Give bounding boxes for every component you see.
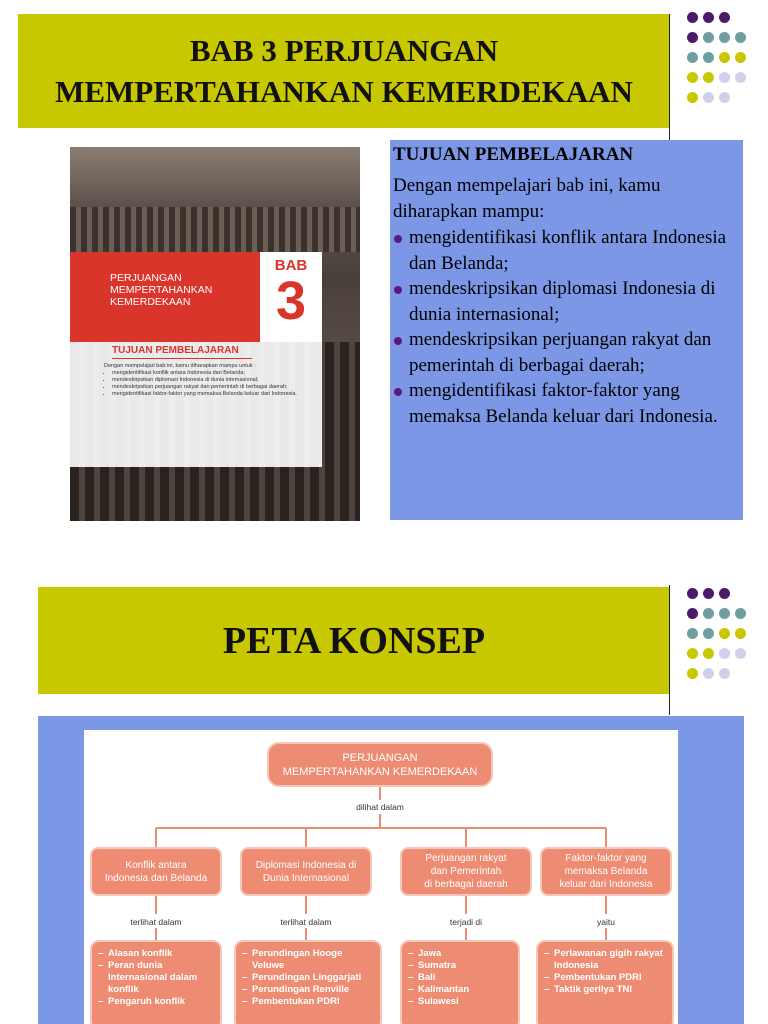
slide1-title-band xyxy=(18,14,670,128)
decorative-dot xyxy=(703,608,714,619)
concept-category-node xyxy=(240,847,372,896)
decorative-dot xyxy=(687,648,698,659)
decorative-dot xyxy=(687,628,698,639)
detail-item: – Perlawanan gigih rakyat Indonesia xyxy=(544,948,668,972)
slide1-title-line2: MEMPERTAHANKAN KEMERDEKAAN xyxy=(55,74,633,109)
detail-item: – Taktik gerilya TNI xyxy=(544,984,668,996)
category-connector-label: yaitu xyxy=(597,917,615,927)
decorative-dot xyxy=(687,608,698,619)
category-line: Indonesia dan Belanda xyxy=(104,872,208,884)
decorative-dot xyxy=(719,92,730,103)
slide1-divider xyxy=(669,14,670,142)
learning-objective-item: mengidentifikasi faktor-faktor yang memaksa Belanda keluar dari Indonesia. xyxy=(393,378,740,429)
decorative-dot xyxy=(687,32,698,43)
decorative-dot xyxy=(687,12,698,23)
cover-objectives-heading: TUJUAN PEMBELAJARAN xyxy=(112,345,239,356)
cover-objectives-text xyxy=(104,363,304,398)
detail-item: – Jawa xyxy=(408,948,469,960)
learning-objectives-list xyxy=(393,225,740,429)
decorative-dot xyxy=(703,32,714,43)
cover-bab-number: 3 xyxy=(275,271,307,331)
cover-bab-badge xyxy=(260,252,322,342)
slide1-title xyxy=(55,30,633,112)
learning-objective-item: mengidentifikasi konflik antara Indonesia dan Belanda; xyxy=(393,225,740,276)
cover-objectives-rule xyxy=(112,358,252,359)
decorative-dot xyxy=(735,72,746,83)
decorative-dot xyxy=(687,668,698,679)
concept-detail-node xyxy=(234,940,382,1024)
slide2-title-band xyxy=(38,587,670,694)
concept-detail-node xyxy=(90,940,222,1024)
concept-category-node xyxy=(540,847,672,896)
category-line: Dunia Internasional xyxy=(262,872,350,884)
detail-item: – Pembentukan PDRI xyxy=(544,972,668,984)
detail-item: – Sumatra xyxy=(408,960,469,972)
detail-item: – Bali xyxy=(408,972,469,984)
concept-root-line1: PERJUANGAN xyxy=(342,751,418,764)
cover-objective-item: • mendeskripsikan perjuangan rakyat dan pemerintah di berbagai daerah; xyxy=(112,384,304,391)
cover-objectives-intro: Dengan mempelajari bab ini, kamu diharapkan mampu untuk : xyxy=(104,363,256,369)
detail-item: – Perundingan Hooge Veluwe xyxy=(242,948,376,972)
decorative-dot xyxy=(719,72,730,83)
detail-item: – Alasan konflik xyxy=(98,948,216,960)
category-line: keluar dari Indonesia xyxy=(559,879,653,890)
learning-objective-item: mendeskripsikan perjuangan rakyat dan pemerintah di berbagai daerah; xyxy=(393,327,740,378)
slide2-divider xyxy=(669,585,670,715)
detail-item: – Peran dunia Internasional dalam konflik xyxy=(98,960,216,996)
decorative-dot xyxy=(703,52,714,63)
cover-title-line2: MEMPERTAHANKAN xyxy=(110,284,213,296)
category-line: dan Pemerintah xyxy=(430,866,502,877)
decorative-dot xyxy=(719,12,730,23)
category-connector-label: terlihat dalam xyxy=(130,917,182,927)
decorative-dots-top xyxy=(683,12,763,122)
decorative-dots-bottom xyxy=(683,588,763,698)
decorative-dot xyxy=(687,92,698,103)
cover-title-line1: PERJUANGAN xyxy=(110,272,182,284)
concept-category-node xyxy=(90,847,222,896)
slide2-title: PETA KONSEP xyxy=(222,619,486,662)
learning-objective-item: mendeskripsikan diplomasi Indonesia di dunia internasional; xyxy=(393,276,740,327)
learning-objectives-intro: Dengan mempelajari bab ini, kamu diharapkan mampu: xyxy=(393,175,661,222)
decorative-dot xyxy=(719,628,730,639)
concept-map xyxy=(84,730,678,1024)
decorative-dot xyxy=(735,52,746,63)
decorative-dot xyxy=(687,52,698,63)
category-line: Faktor-faktor yang xyxy=(565,853,647,864)
category-line: Diplomasi Indonesia di xyxy=(255,859,357,871)
cover-objective-item: • mengidentifikasi konflik antara Indonesia dan Belanda; xyxy=(112,370,304,377)
concept-detail-node xyxy=(400,940,520,1024)
decorative-dot xyxy=(735,32,746,43)
decorative-dot xyxy=(703,668,714,679)
cover-objectives-panel xyxy=(70,342,322,467)
detail-item: – Perundingan Renville xyxy=(242,984,376,996)
decorative-dot xyxy=(703,72,714,83)
detail-item: – Pembentukan PDRI xyxy=(242,996,376,1008)
concept-root-line2: MEMPERTAHANKAN KEMERDEKAAN xyxy=(282,765,478,778)
decorative-dot xyxy=(703,588,714,599)
learning-objectives-heading: TUJUAN PEMBELAJARAN xyxy=(393,144,634,165)
category-line: memaksa Belanda xyxy=(564,866,648,877)
decorative-dot xyxy=(719,648,730,659)
detail-item: – Kalimantan xyxy=(408,984,469,996)
category-line: di berbagai daerah xyxy=(424,879,508,890)
decorative-dot xyxy=(719,668,730,679)
category-line: Konflik antara xyxy=(125,859,187,871)
decorative-dot xyxy=(735,648,746,659)
category-connector-label: terjadi di xyxy=(449,917,483,927)
cover-bab-word: BAB xyxy=(274,257,308,274)
decorative-dot xyxy=(719,588,730,599)
concept-root-node xyxy=(267,742,493,787)
decorative-dot xyxy=(703,12,714,23)
cover-objective-item: • mendeskripsikan diplomasi Indonesia di dunia internasional; xyxy=(112,377,304,384)
learning-objectives-box xyxy=(390,140,743,520)
decorative-dot xyxy=(735,608,746,619)
decorative-dot xyxy=(719,52,730,63)
decorative-dot xyxy=(687,588,698,599)
cover-chapter-title xyxy=(110,272,260,308)
decorative-dot xyxy=(703,648,714,659)
detail-item: – Pengaruh konflik xyxy=(98,996,216,1008)
detail-item: – Perundingan Linggarjati xyxy=(242,972,376,984)
decorative-dot xyxy=(719,32,730,43)
slide1-title-line1: BAB 3 PERJUANGAN xyxy=(189,33,499,68)
category-connector-label: terlihat dalam xyxy=(280,917,332,927)
detail-item: – Sulawesi xyxy=(408,996,469,1008)
cover-objective-item: • mengidentifikasi faktor-faktor yang memaksa Belanda keluar dari Indonesia. xyxy=(112,391,304,398)
decorative-dot xyxy=(735,628,746,639)
cover-title-line3: KEMERDEKAAN xyxy=(110,296,191,308)
decorative-dot xyxy=(703,628,714,639)
decorative-dot xyxy=(703,92,714,103)
concept-detail-node xyxy=(536,940,674,1024)
category-line: Perjuangan rakyat xyxy=(425,853,507,864)
concept-category-node xyxy=(400,847,532,896)
decorative-dot xyxy=(719,608,730,619)
root-connector-label: dilihat dalam xyxy=(356,802,404,812)
chapter-cover-image xyxy=(70,147,360,521)
decorative-dot xyxy=(687,72,698,83)
